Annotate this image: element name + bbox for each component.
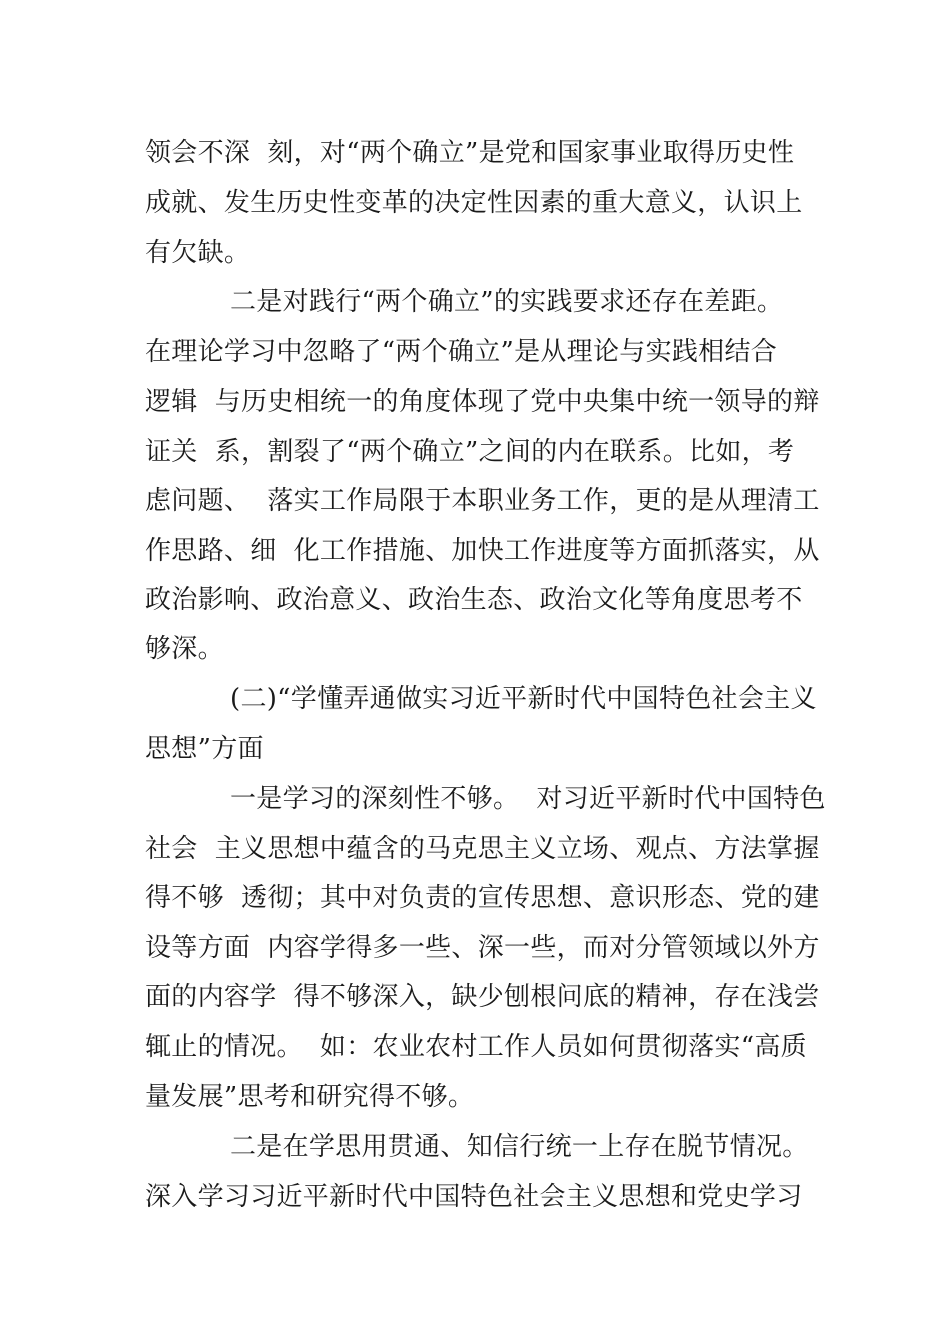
text-line: 量发展”思考和研究得不够。 <box>145 1082 475 1112</box>
text-line: 社会 主义思想中蕴含的马克思主义立场、观点、方法掌握 <box>145 834 820 864</box>
text-line: 虑问题、 落实工作局限于本职业务工作，更的是从理清工 <box>145 486 820 516</box>
text-line: 领会不深 刻，对“两个确立”是党和国家事业取得历史性 <box>145 138 795 168</box>
section-heading-continued: 思想”方面 <box>145 734 264 764</box>
paragraph-heading: 一是学习的深刻性不够。 对习近平新时代中国特色 <box>230 784 826 814</box>
text-line: 政治影响、政治意义、政治生态、政治文化等角度思考不 <box>145 585 803 615</box>
paragraph-heading: 二是对践行“两个确立”的实践要求还存在差距。 <box>230 287 784 317</box>
paragraph-heading: 二是在学思用贯通、知信行统一上存在脱节情况。 <box>230 1132 809 1162</box>
text-line: 在理论学习中忽略了“两个确立”是从理论与实践相结合 <box>145 337 778 367</box>
text-line: 成就、发生历史性变革的决定性因素的重大意义，认识上 <box>145 188 803 218</box>
text-line: 够深。 <box>145 634 224 664</box>
text-line: 逻辑 与历史相统一的角度体现了党中央集中统一领导的辩 <box>145 387 820 417</box>
section-heading: (二)“学懂弄通做实习近平新时代中国特色社会主义 <box>230 684 817 714</box>
text-line: 辄止的情况。 如：农业农村工作人员如何贯彻落实“高质 <box>145 1032 807 1062</box>
text-line: 设等方面 内容学得多一些、深一些，而对分管领域以外方 <box>145 933 820 963</box>
text-line: 有欠缺。 <box>145 238 251 268</box>
text-line: 证关 系，割裂了“两个确立”之间的内在联系。比如，考 <box>145 437 795 467</box>
text-line: 作思路、细 化工作措施、加快工作进度等方面抓落实，从 <box>145 536 820 566</box>
text-line: 面的内容学 得不够深入，缺少刨根问底的精神，存在浅尝 <box>145 982 820 1012</box>
text-line: 得不够 透彻；其中对负责的宣传思想、意识形态、党的建 <box>145 883 820 913</box>
text-line: 深入学习习近平新时代中国特色社会主义思想和党史学习 <box>145 1182 803 1212</box>
